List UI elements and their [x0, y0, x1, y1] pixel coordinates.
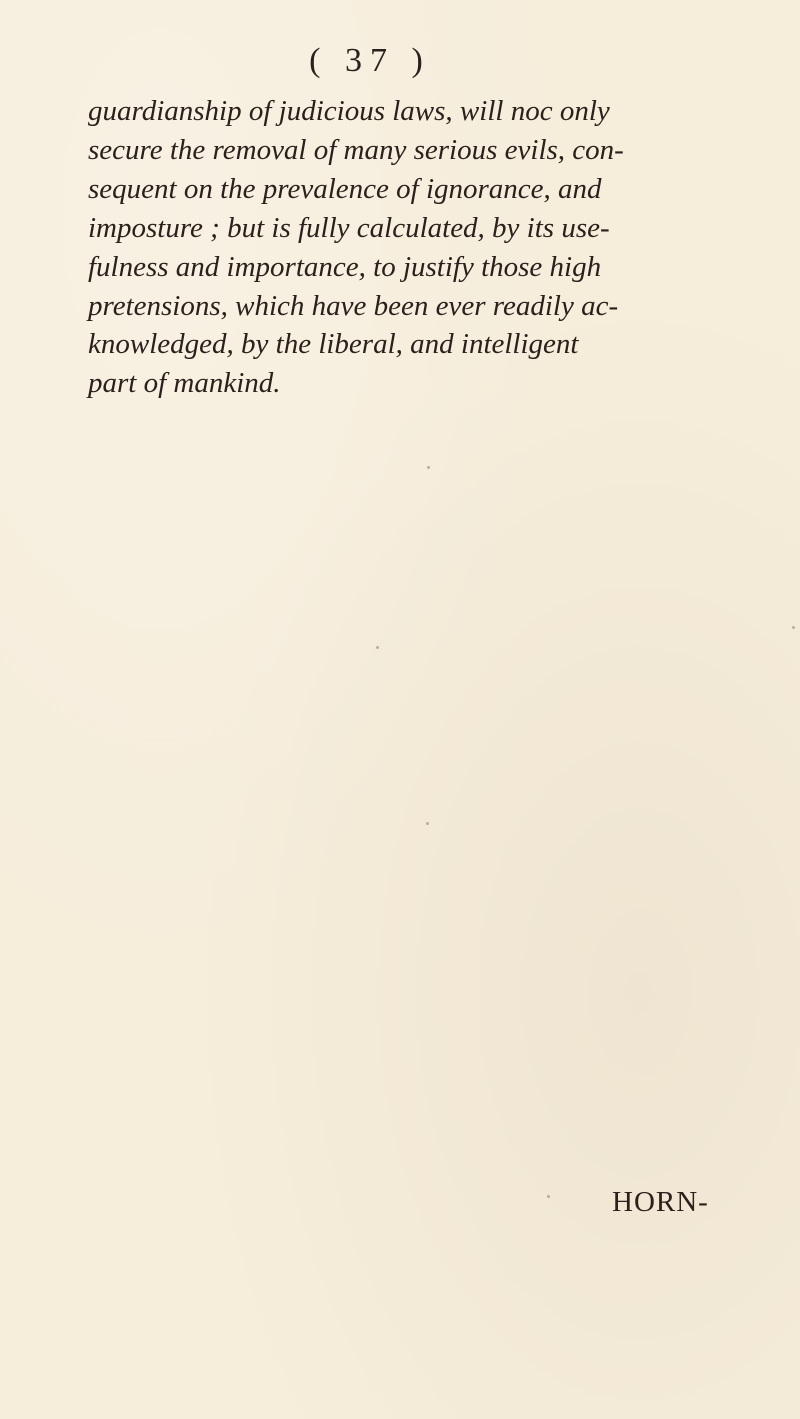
text-line: fulness and importance, to justify those high — [88, 250, 602, 283]
text-line: part of mankind. — [88, 367, 281, 400]
paper-speck — [792, 626, 795, 629]
paper-speck — [426, 822, 429, 825]
paper-speck — [547, 1195, 550, 1198]
paper-speck — [427, 466, 430, 469]
text-line: knowledged, by the liberal, and intelligent — [88, 328, 579, 361]
page-body — [88, 92, 738, 403]
catchword: HORN- — [612, 1186, 709, 1218]
text-line: guardianship of judicious laws, will noc only — [88, 95, 610, 127]
text-line: sequent on the prevalence of ignorance, and — [88, 172, 602, 205]
text-line: imposture ; but is fully calculated, by its use- — [88, 211, 610, 244]
text-line: pretensions, which have been ever readily ac- — [88, 289, 619, 322]
paper-speck — [376, 646, 379, 649]
text-line: secure the removal of many serious evils, con- — [88, 133, 624, 166]
page-number: ( 37 ) — [309, 42, 431, 79]
